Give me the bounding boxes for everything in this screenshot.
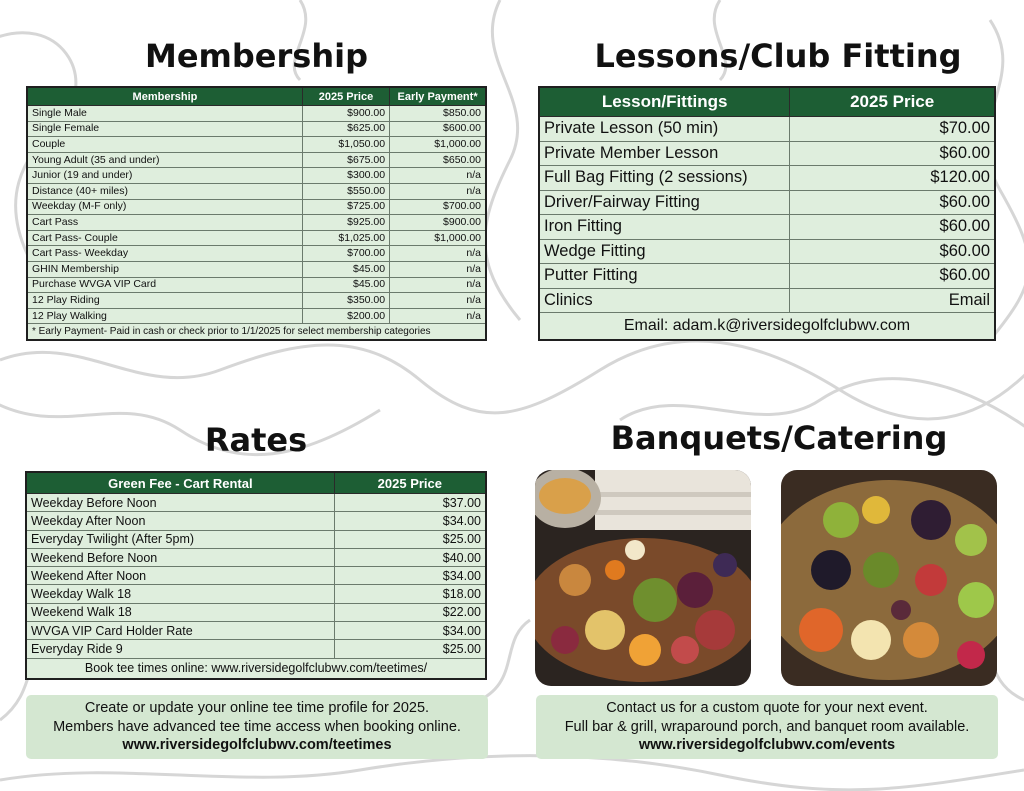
table-row: [26, 530, 486, 548]
membership-type: Weekday (M-F only): [27, 199, 302, 215]
membership-footnote-row: [27, 324, 486, 340]
membership-table: [26, 86, 487, 341]
membership-type: Cart Pass: [27, 215, 302, 231]
rate-name: Weekend Before Noon: [26, 548, 334, 566]
membership-type: Single Male: [27, 106, 302, 122]
column-header: Lesson/Fittings: [539, 87, 790, 117]
info-line: Members have advanced tee time access when booking online.: [53, 718, 461, 735]
book-tee-times-text[interactable]: Book tee times online: www.riversidegolfclubwv.com/teetimes/: [26, 658, 486, 679]
membership-type: Single Female: [27, 121, 302, 137]
membership-type: Distance (40+ miles): [27, 183, 302, 199]
price-cell: $200.00: [302, 308, 389, 324]
price-cell: $675.00: [302, 152, 389, 168]
early-payment-cell: $1,000.00: [390, 137, 486, 153]
price-cell: $550.00: [302, 183, 389, 199]
table-row: [26, 640, 486, 658]
column-header: 2025 Price: [302, 87, 389, 106]
lesson-name: Wedge Fitting: [539, 239, 790, 264]
table-row: [539, 141, 995, 166]
price-cell: $18.00: [334, 585, 486, 603]
early-payment-cell: n/a: [390, 246, 486, 262]
price-cell: $300.00: [302, 168, 389, 184]
membership-type: Young Adult (35 and under): [27, 152, 302, 168]
rate-name: Weekday After Noon: [26, 512, 334, 530]
table-row: [539, 239, 995, 264]
table-row: [27, 121, 486, 137]
table-row: [539, 288, 995, 313]
membership-rows: [27, 106, 486, 324]
info-line: Contact us for a custom quote for your next event.: [606, 700, 928, 716]
price-cell: $725.00: [302, 199, 389, 215]
rates-header-row: [26, 472, 486, 494]
early-payment-cell: $900.00: [390, 215, 486, 231]
table-row: [27, 199, 486, 215]
early-payment-cell: n/a: [390, 168, 486, 184]
price-cell: $25.00: [334, 530, 486, 548]
column-header: 2025 Price: [334, 472, 486, 494]
table-row: [26, 494, 486, 512]
info-line: Full bar & grill, wraparound porch, and banquet room available.: [564, 718, 970, 735]
table-row: [26, 548, 486, 566]
column-header: Green Fee - Cart Rental: [26, 472, 334, 494]
rate-name: Weekday Walk 18: [26, 585, 334, 603]
rate-name: Everyday Twilight (After 5pm): [26, 530, 334, 548]
price-cell: $60.00: [790, 264, 995, 289]
membership-type: Couple: [27, 137, 302, 153]
table-row: [27, 261, 486, 277]
rate-name: Weekday Before Noon: [26, 494, 334, 512]
banquets-title: Banquets/Catering: [610, 419, 948, 457]
price-cell: $925.00: [302, 215, 389, 231]
early-payment-cell: $600.00: [390, 121, 486, 137]
price-cell: $22.00: [334, 603, 486, 621]
table-row: [539, 117, 995, 142]
charcuterie-photo-left: [535, 470, 751, 686]
early-payment-cell: $650.00: [390, 152, 486, 168]
early-payment-cell: $700.00: [390, 199, 486, 215]
table-row: [539, 264, 995, 289]
table-row: [27, 293, 486, 309]
column-header: 2025 Price: [790, 87, 995, 117]
table-row: [26, 585, 486, 603]
table-row: [539, 215, 995, 240]
charcuterie-image: [781, 470, 997, 686]
membership-type: 12 Play Walking: [27, 308, 302, 324]
early-payment-cell: n/a: [390, 277, 486, 293]
price-cell: $45.00: [302, 277, 389, 293]
table-row: [27, 230, 486, 246]
price-cell: $60.00: [790, 239, 995, 264]
rate-name: Everyday Ride 9: [26, 640, 334, 658]
membership-type: Cart Pass- Weekday: [27, 246, 302, 262]
lesson-name: Private Lesson (50 min): [539, 117, 790, 142]
price-cell: $60.00: [790, 141, 995, 166]
early-payment-cell: n/a: [390, 308, 486, 324]
teetimes-link[interactable]: www.riversidegolfclubwv.com/teetimes: [122, 737, 392, 753]
lessons-email[interactable]: Email: adam.k@riversidegolfclubwv.com: [539, 313, 995, 341]
membership-footnote: * Early Payment- Paid in cash or check prior to 1/1/2025 for select membership categories: [27, 324, 486, 340]
early-payment-cell: n/a: [390, 293, 486, 309]
price-cell: $120.00: [790, 166, 995, 191]
price-cell: $34.00: [334, 512, 486, 530]
lessons-table: [538, 86, 996, 341]
lesson-name: Private Member Lesson: [539, 141, 790, 166]
membership-header-row: [27, 87, 486, 106]
events-link[interactable]: www.riversidegolfclubwv.com/events: [638, 737, 896, 753]
price-cell: $70.00: [790, 117, 995, 142]
table-row: [27, 106, 486, 122]
table-row: [27, 308, 486, 324]
table-row: [27, 137, 486, 153]
price-cell: $40.00: [334, 548, 486, 566]
column-header: Early Payment*: [390, 87, 486, 106]
table-row: [26, 512, 486, 530]
info-line: Create or update your online tee time profile for 2025.: [84, 700, 430, 716]
early-payment-cell: $1,000.00: [390, 230, 486, 246]
table-row: [539, 190, 995, 215]
price-cell: $25.00: [334, 640, 486, 658]
lesson-name: Full Bag Fitting (2 sessions): [539, 166, 790, 191]
membership-type: 12 Play Riding: [27, 293, 302, 309]
membership-type: GHIN Membership: [27, 261, 302, 277]
table-row: [26, 603, 486, 621]
banquet-info-box: [536, 695, 998, 759]
membership-type: Purchase WVGA VIP Card: [27, 277, 302, 293]
table-row: [27, 215, 486, 231]
lessons-title: Lessons/Club Fitting: [594, 37, 962, 75]
table-row: [27, 246, 486, 262]
price-cell: $60.00: [790, 190, 995, 215]
price-cell: $1,050.00: [302, 137, 389, 153]
table-row: [539, 166, 995, 191]
lessons-header-row: [539, 87, 995, 117]
early-payment-cell: n/a: [390, 261, 486, 277]
rates-footer-row: [26, 658, 486, 679]
membership-type: Junior (19 and under): [27, 168, 302, 184]
price-cell: $45.00: [302, 261, 389, 277]
price-cell: $34.00: [334, 622, 486, 640]
price-cell: $625.00: [302, 121, 389, 137]
charcuterie-image: [535, 470, 751, 686]
column-header: Membership: [27, 87, 302, 106]
table-row: [27, 168, 486, 184]
rates-title: Rates: [204, 421, 308, 459]
rate-name: Weekend After Noon: [26, 567, 334, 585]
tee-time-info-box: [26, 695, 488, 759]
price-cell: $60.00: [790, 215, 995, 240]
price-cell: $37.00: [334, 494, 486, 512]
lessons-footer-row: [539, 313, 995, 341]
price-cell: $700.00: [302, 246, 389, 262]
lesson-name: Iron Fitting: [539, 215, 790, 240]
lesson-name: Clinics: [539, 288, 790, 313]
membership-title: Membership: [145, 37, 368, 75]
lesson-name: Driver/Fairway Fitting: [539, 190, 790, 215]
table-row: [27, 152, 486, 168]
rate-name: WVGA VIP Card Holder Rate: [26, 622, 334, 640]
early-payment-cell: $850.00: [390, 106, 486, 122]
table-row: [26, 622, 486, 640]
charcuterie-photo-right: [781, 470, 997, 686]
rates-table: [25, 471, 487, 680]
table-row: [27, 183, 486, 199]
lessons-rows: [539, 117, 995, 313]
price-cell: $900.00: [302, 106, 389, 122]
price-cell: $34.00: [334, 567, 486, 585]
rates-rows: [26, 494, 486, 659]
price-cell: $350.00: [302, 293, 389, 309]
price-cell: Email: [790, 288, 995, 313]
lesson-name: Putter Fitting: [539, 264, 790, 289]
rate-name: Weekend Walk 18: [26, 603, 334, 621]
membership-type: Cart Pass- Couple: [27, 230, 302, 246]
price-cell: $1,025.00: [302, 230, 389, 246]
table-row: [27, 277, 486, 293]
early-payment-cell: n/a: [390, 183, 486, 199]
table-row: [26, 567, 486, 585]
